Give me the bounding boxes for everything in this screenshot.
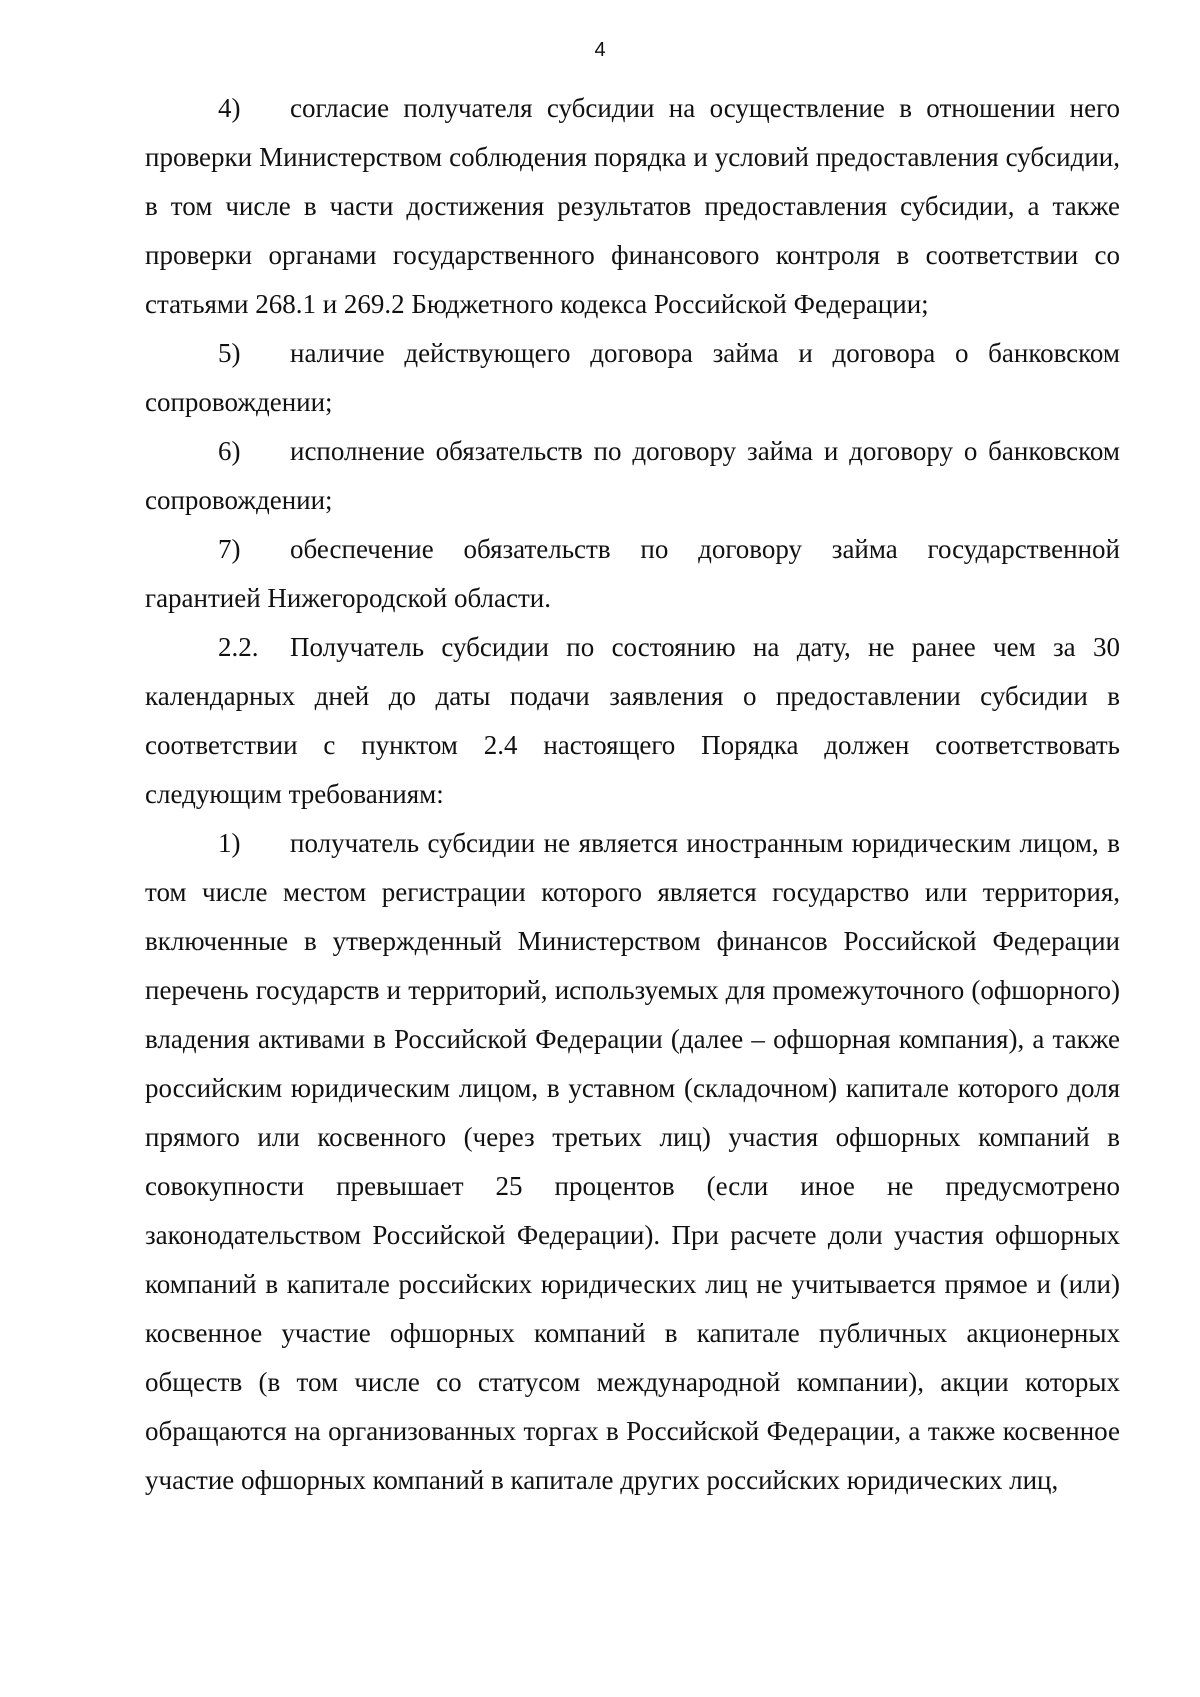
list-item-4 <box>145 84 1120 329</box>
section-marker: 2.2. <box>218 632 259 662</box>
page-number: 4 <box>594 39 606 61</box>
item-marker: 6) <box>218 436 241 466</box>
section-2-2 <box>145 623 1120 819</box>
item-text: исполнение обязательств по договору займа и договору о банковском сопровождении; <box>145 436 1120 515</box>
list-item-5 <box>145 329 1120 427</box>
item-marker: 4) <box>218 93 241 123</box>
item-marker: 7) <box>218 534 241 564</box>
item-marker: 5) <box>218 338 241 368</box>
list-item-7 <box>145 525 1120 623</box>
item-text: обеспечение обязательств по договору займа государственной гарантией Нижегородской области. <box>145 534 1120 613</box>
item-text: согласие получателя субсидии на осуществление в отношении него проверки Министерством соблюдения порядка и условий предоставления субсидии, в том числе в части достижения результатов предоставления субсидии, а также проверки органами государственного финансового контроля в соответствии со статьями 268.1 и 269.2 Бюджетного кодекса Российской Федерации; <box>145 93 1120 319</box>
section-text: Получатель субсидии по состоянию на дату, не ранее чем за 30 календарных дней до даты подачи заявления о предоставлении субсидии в соответствии с пунктом 2.4 настоящего Порядка должен соответствовать следующим требованиям: <box>145 632 1120 809</box>
requirement-item-1 <box>145 819 1120 1505</box>
item-text: получатель субсидии не является иностранным юридическим лицом, в том числе местом регистрации которого является государство или территория, включенные в утвержденный Министерством финансов Российской Федерации перечень государств и территорий, используемых для промежуточного (офшорного) владения активами в Российской Федерации (далее – офшорная компания), а также российским юридическим лицом, в уставном (складочном) капитале которого доля прямого или косвенного (через третьих лиц) участия офшорных компаний в совокупности превышает 25 процентов (если иное не предусмотрено законодательством Российской Федерации). При расчете доли участия офшорных компаний в капитале российских юридических лиц не учитывается прямое и (или) косвенное участие офшорных компаний в капитале публичных акционерных обществ (в том числе со статусом международной компании), акции которых обращаются на организованных торгах в Российской Федерации, а также косвенное участие офшорных компаний в капитале других российских юридических лиц, <box>145 828 1120 1495</box>
document-body <box>145 84 1120 1505</box>
list-item-6 <box>145 427 1120 525</box>
item-text: наличие действующего договора займа и договора о банковском сопровождении; <box>145 338 1120 417</box>
item-marker: 1) <box>218 828 241 858</box>
